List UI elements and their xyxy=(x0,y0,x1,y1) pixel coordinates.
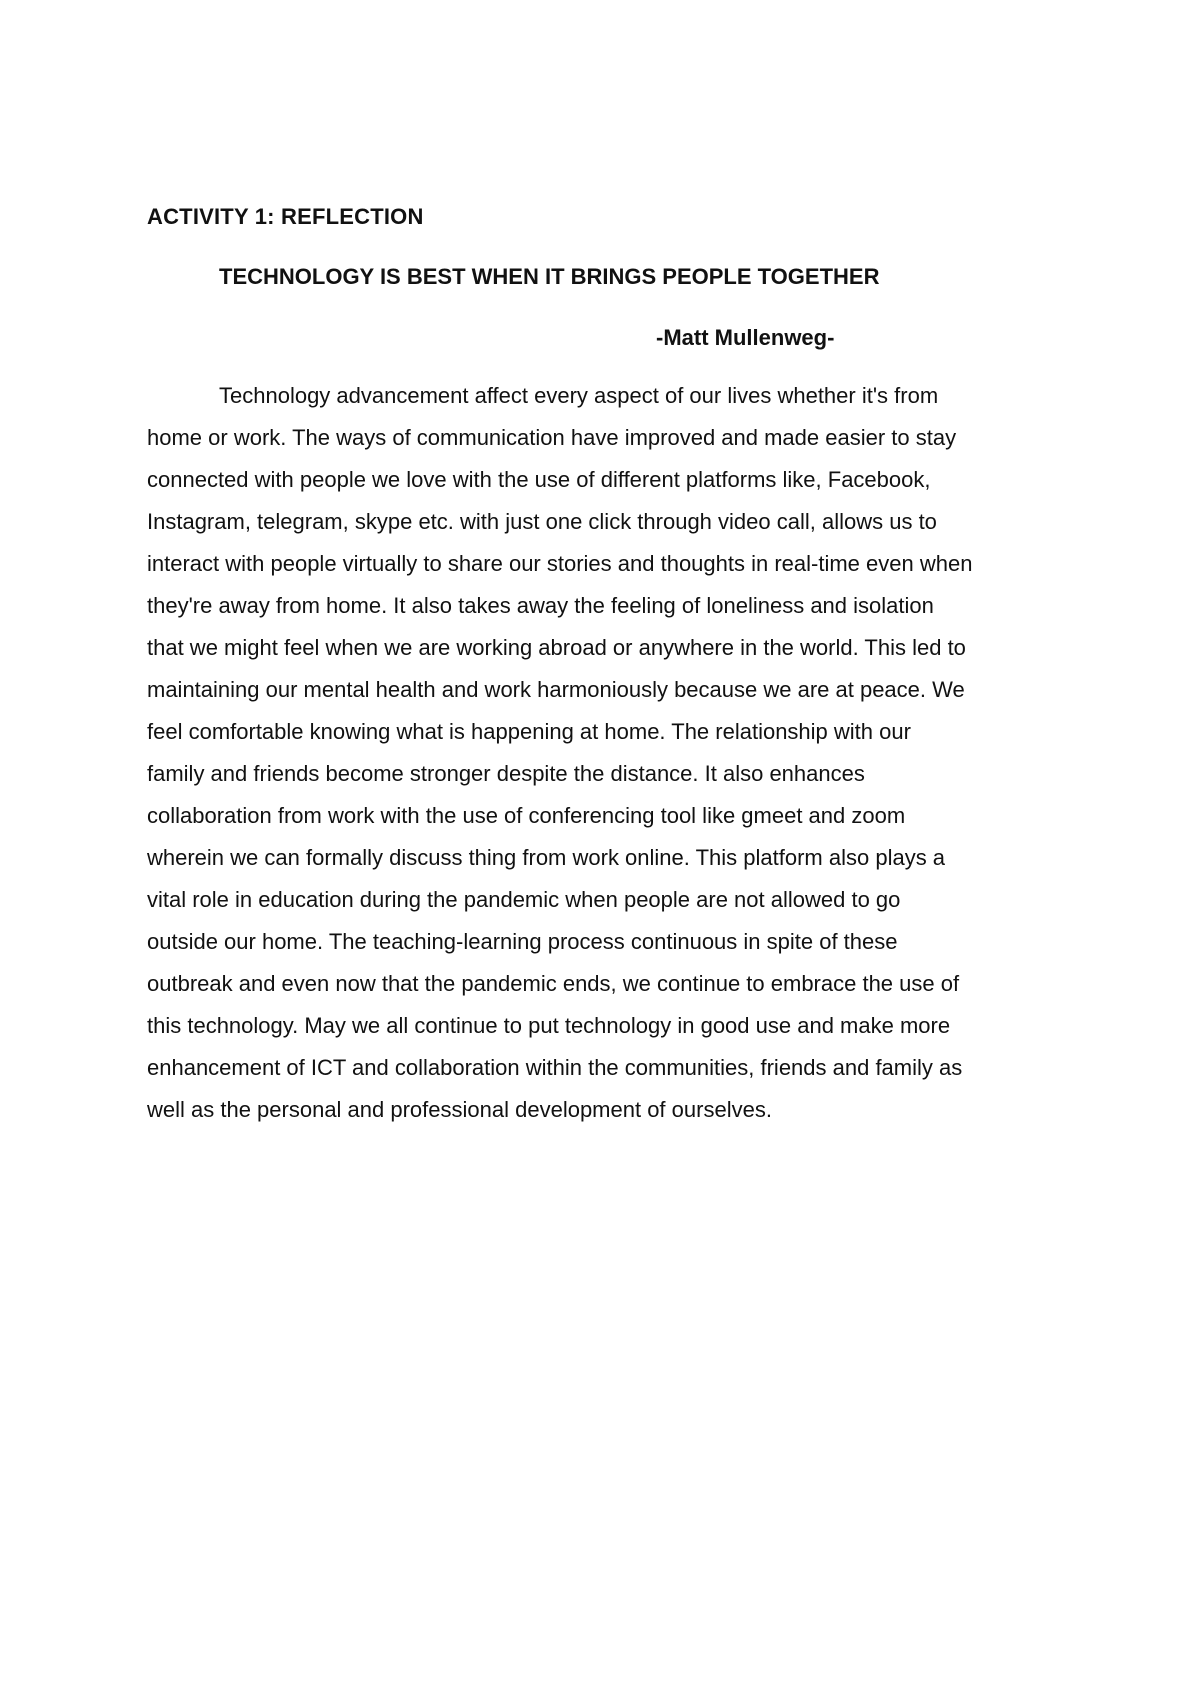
paragraph-line: vital role in education during the pandemic when people are not allowed to go xyxy=(147,887,901,912)
quote-author: -Matt Mullenweg- xyxy=(656,325,835,350)
paragraph-line: well as the personal and professional development of ourselves. xyxy=(147,1097,772,1122)
paragraph-line: outbreak and even now that the pandemic ends, we continue to embrace the use of xyxy=(147,971,960,996)
paragraph-line: maintaining our mental health and work harmoniously because we are at peace. We xyxy=(147,677,965,702)
paragraph-line: enhancement of ICT and collaboration within the communities, friends and family as xyxy=(147,1055,963,1080)
paragraph-line: Technology advancement affect every aspect of our lives whether it's from xyxy=(219,383,939,408)
paragraph-line: feel comfortable knowing what is happening at home. The relationship with our xyxy=(147,719,911,744)
paragraph-line: this technology. May we all continue to put technology in good use and make more xyxy=(147,1013,951,1038)
paragraph-line: Instagram, telegram, skype etc. with just one click through video call, allows us to xyxy=(147,509,937,534)
paragraph-line: that we might feel when we are working abroad or anywhere in the world. This led to xyxy=(147,635,966,660)
paragraph-line: home or work. The ways of communication have improved and made easier to stay xyxy=(147,425,957,450)
paragraph-line: collaboration from work with the use of conferencing tool like gmeet and zoom xyxy=(147,803,906,828)
paragraph-line: outside our home. The teaching-learning process continuous in spite of these xyxy=(147,929,898,954)
paragraph-line: wherein we can formally discuss thing from work online. This platform also plays a xyxy=(147,845,946,870)
reflection-paragraph xyxy=(147,375,1067,1131)
quote-heading: TECHNOLOGY IS BEST WHEN IT BRINGS PEOPLE TOGETHER xyxy=(219,264,880,289)
activity-title: ACTIVITY 1: REFLECTION xyxy=(147,204,424,229)
paragraph-line: connected with people we love with the use of different platforms like, Facebook, xyxy=(147,467,931,492)
paragraph-line: family and friends become stronger despite the distance. It also enhances xyxy=(147,761,865,786)
paragraph-line: they're away from home. It also takes away the feeling of loneliness and isolation xyxy=(147,593,934,618)
paragraph-line: interact with people virtually to share our stories and thoughts in real-time even when xyxy=(147,551,973,576)
